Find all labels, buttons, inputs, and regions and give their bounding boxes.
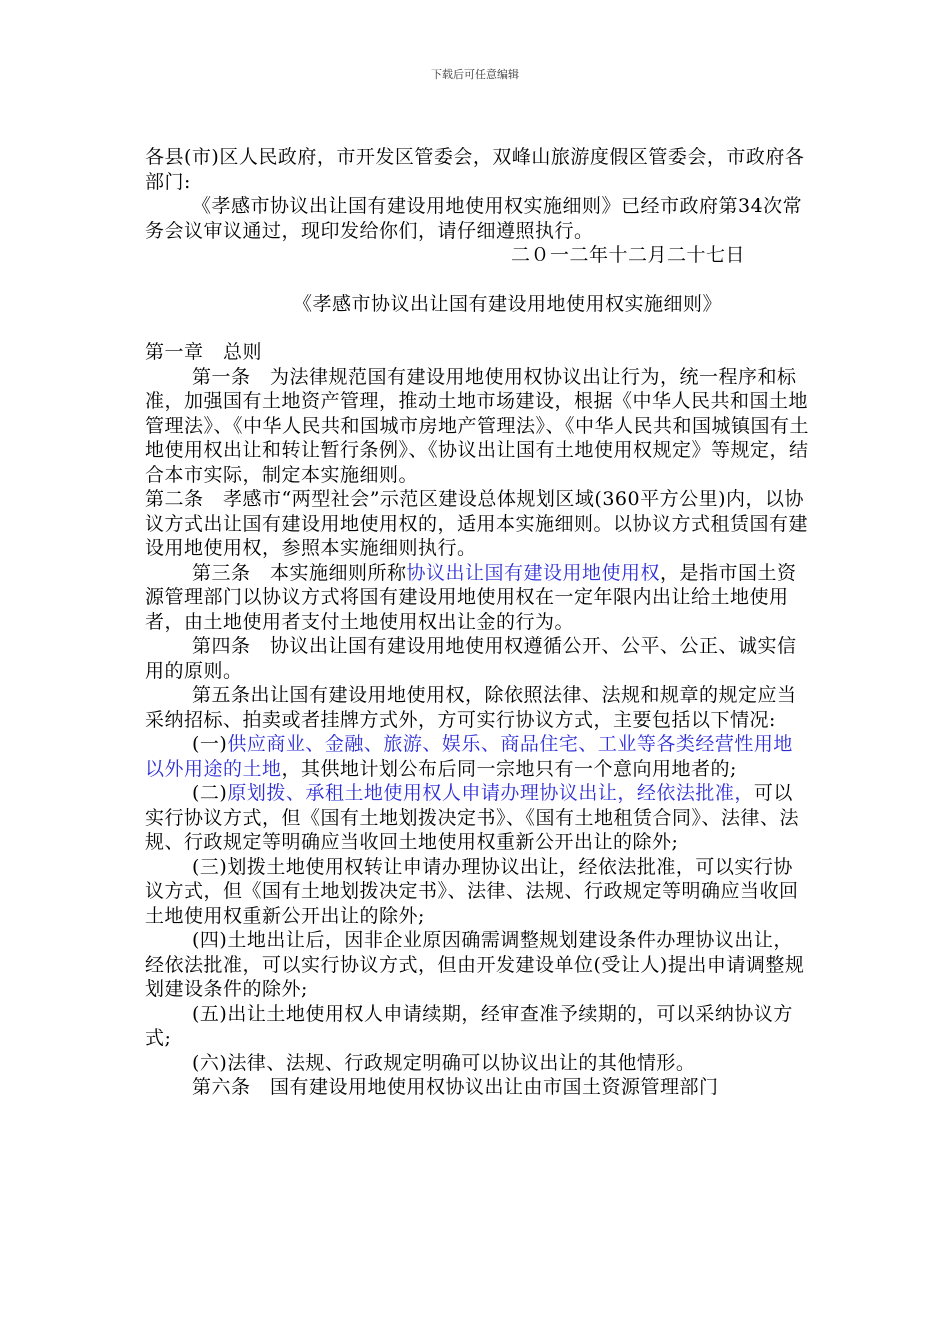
article-3-text-after: ，是指市国土资源管理部门以协议方式将国有建设用地使用权在一定年限内出让给土地使用者，由土地使用者支付土地使用权出让金的行为。	[145, 561, 797, 633]
list-item-4: (四)土地出让后，因非企业原因确需调整规划建设条件办理协议出让，经依法批准，可以实行协议方式，但由开发建设单位(受让人)提出申请调整规划建设条件的除外;	[145, 929, 805, 1000]
list-item-6: (六)法律、法规、行政规定明确可以协议出让的其他情形。	[192, 1051, 696, 1074]
article-2: 第二条 孝感市“两型社会”示范区建设总体规划区域(360平方公里)内，以协议方式出让国有建设用地使用权的，适用本实施细则。以协议方式租赁国有建设用地使用权，参照本实施细则执行。	[145, 488, 809, 559]
chapter-heading: 第一章 总则	[145, 341, 263, 363]
article-3-link[interactable]: 协议出让国有建设用地使用权	[406, 561, 661, 584]
list-item-1	[145, 732, 810, 781]
article-3-text-before: 第三条 本实施细则所称	[192, 561, 407, 584]
list-item-2-link[interactable]: 原划拨、承租土地使用权人申请办理协议出让，经依法批准，	[227, 782, 754, 804]
article-5: 第五条出让国有建设用地使用权，除依照法律、法规和规章的规定应当采纳招标、拍卖或者挂牌方式外，方可实行协议方式，主要包括以下情况:	[145, 684, 797, 731]
document-body	[145, 145, 810, 1100]
article-1: 第一条 为法律规范国有建设用地使用权协议出让行为，统一程序和标准，加强国有土地资产管理，推动土地市场建设，根据《中华人民共和国土地管理法》、《中华人民共和国城市房地产管理法》、《中华人民共和国城镇国有土地使用权出让和转让暂行条例》、《协议出让国有土地使用权规定》等规定，结合本市实际，制定本实施细则。	[145, 365, 810, 486]
list-item-1-link[interactable]: 供应商业、金融、旅游、娱乐、商品住宅、工业等各类经营性用地以外用途的土地	[145, 733, 793, 780]
notice-recipients: 各县(市)区人民政府，市开发区管委会，双峰山旅游度假区管委会，市政府各部门:	[145, 146, 805, 193]
header-note: 下载后可任意编辑	[431, 68, 519, 81]
notice-date: 二０一二年十二月二十七日	[510, 244, 745, 266]
list-item-1-prefix: (一)	[192, 733, 228, 755]
list-item-3: (三)划拨土地使用权转让申请办理协议出让，经依法批准，可以实行协议方式，但《国有土地划拨决定书》、法律、法规、行政规定等明确应当收回土地使用权重新公开出让的除外;	[145, 855, 799, 927]
document-title: 《孝感市协议出让国有建设用地使用权实施细则》	[292, 292, 722, 315]
list-item-5: (五)出让土地使用权人申请续期，经审查准予续期的，可以采纳协议方式;	[145, 1002, 793, 1049]
article-4: 第四条 协议出让国有建设用地使用权遵循公开、公平、公正、诚实信用的原则。	[145, 635, 797, 682]
list-item-1-text: ，其供地计划公布后同一宗地只有一个意向用地者的;	[281, 757, 737, 780]
list-item-2-text: 可以实行协议方式，但《国有土地划拨决定书》、《国有土地租赁合同》、法律、法规、行政规定等明确应当收回土地使用权重新公开出让的除外;	[145, 782, 800, 853]
list-item-2	[145, 781, 810, 855]
notice-body: 《孝感市协议出让国有建设用地使用权实施细则》已经市政府第34次常务会议审议通过，现印发给你们，请仔细遵照执行。	[145, 195, 803, 242]
list-item-2-prefix: (二)	[192, 782, 228, 804]
article-3	[145, 561, 810, 635]
article-6: 第六条 国有建设用地使用权协议出让由市国土资源管理部门	[192, 1076, 719, 1098]
